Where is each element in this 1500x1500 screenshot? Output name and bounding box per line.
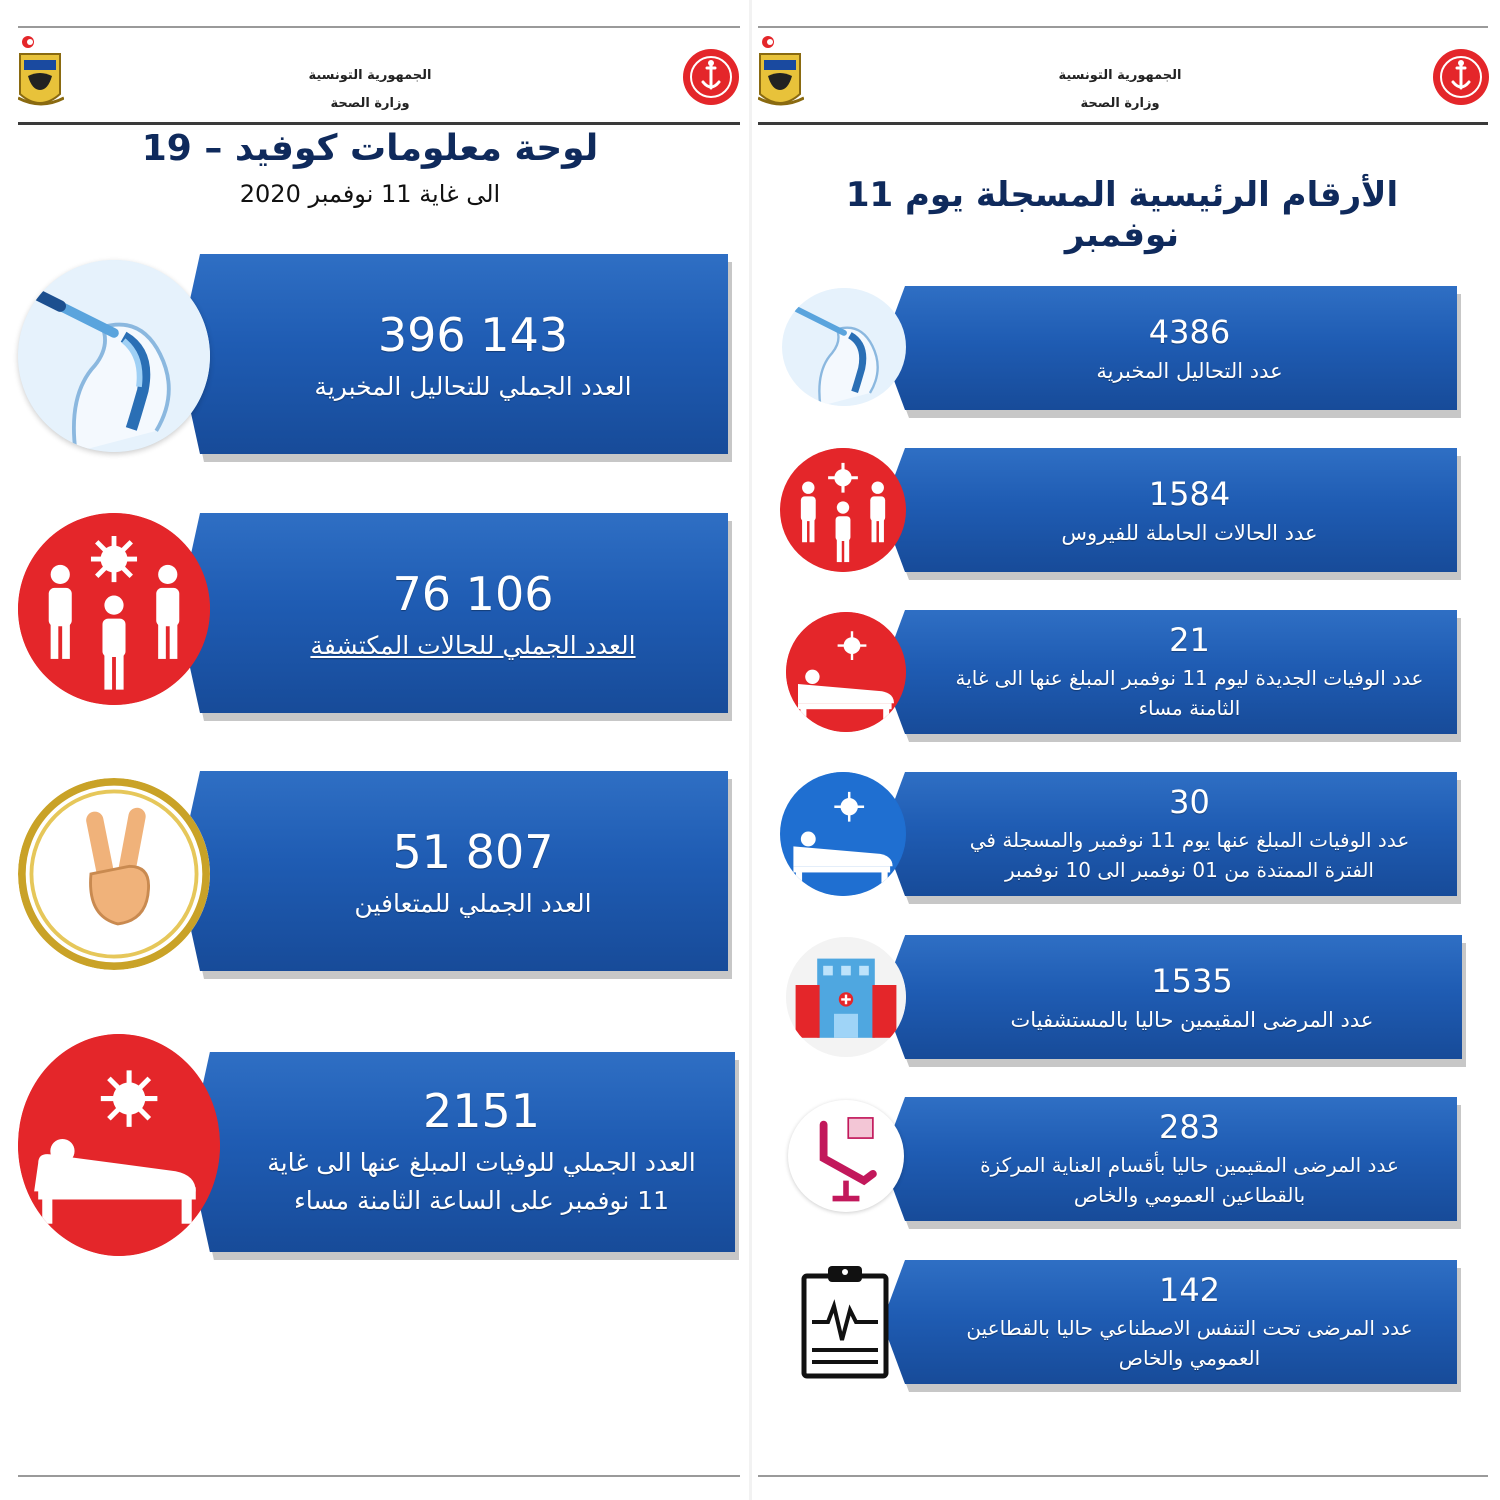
- card-icu-patients: [882, 1097, 1457, 1221]
- card-hospitalized: [882, 935, 1462, 1059]
- card-daily-tests: [882, 286, 1457, 410]
- header-text: [220, 62, 520, 118]
- patient-bed-blue-icon: [780, 772, 906, 896]
- card-label: العدد الجملي للوفيات المبلغ عنها الى غاية 11 نوفمبر على الساعة الثامنة مساء: [267, 1148, 696, 1215]
- card-label: عدد الوفيات الجديدة ليوم 11 نوفمبر المبلغ عنها الى غاية الثامنة مساء: [955, 666, 1424, 720]
- card-value: 1535: [1151, 962, 1233, 1000]
- card-label: عدد المرضى المقيمين حاليا بالمستشفيات: [1010, 1008, 1374, 1032]
- card-value: 396 143: [377, 307, 569, 362]
- card-label: عدد التحاليل المخبرية: [1096, 359, 1283, 383]
- card-daily-cases: [882, 448, 1457, 572]
- header-bottom-rule: [758, 122, 1488, 125]
- ministry-logo-icon: [1432, 48, 1490, 106]
- card-total-tests: [178, 254, 728, 454]
- card-value: 76 106: [392, 566, 554, 621]
- death-bed-icon: [18, 1034, 220, 1256]
- card-value: 4386: [1148, 313, 1231, 351]
- header-bottom-rule: [18, 122, 740, 125]
- victory-hand-icon: [18, 778, 210, 970]
- card-value: 30: [1169, 783, 1210, 821]
- hospital-icon: [786, 937, 906, 1057]
- infected-people-icon: [18, 513, 210, 705]
- ministry-name: وزارة الصحة: [330, 96, 410, 111]
- header-top-rule: [18, 26, 740, 28]
- card-value: 21: [1169, 621, 1210, 659]
- right-panel: [752, 0, 1500, 1500]
- card-label: العدد الجملي للتحاليل المخبرية: [314, 371, 632, 401]
- card-value: 142: [1158, 1271, 1221, 1309]
- header-top-rule: [758, 26, 1488, 28]
- card-label: عدد المرضى المقيمين حاليا بأقسام العناية المركزة بالقطاعين العمومي والخاص: [980, 1153, 1399, 1207]
- card-new-deaths: [882, 610, 1457, 734]
- card-value: 2151: [422, 1084, 541, 1138]
- card-label: عدد الوفيات المبلغ عنها يوم 11 نوفمبر والمسجلة في الفترة الممتدة من 01 نوفمبر الى 10 نوفمبر: [969, 828, 1410, 882]
- header-text: [970, 62, 1270, 118]
- card-value: 283: [1158, 1108, 1221, 1146]
- lab-test-icon: [18, 260, 210, 452]
- republic-name: الجمهورية التونسية: [308, 68, 432, 83]
- card-label: عدد المرضى تحت التنفس الاصطناعي حاليا بالقطاعين العمومي والخاص: [966, 1316, 1413, 1370]
- icu-chair-icon: [788, 1100, 904, 1212]
- card-label: عدد الحالات الحاملة للفيروس: [1061, 521, 1318, 545]
- lab-test-icon: [782, 288, 906, 406]
- death-bed-icon: [786, 612, 906, 732]
- daily-title: الأرقام الرئيسية المسجلة يوم 11 نوفمبر: [845, 175, 1399, 255]
- ministry-logo-icon: [682, 48, 740, 106]
- tunisia-emblem-icon: [18, 32, 64, 116]
- footer-rule: [18, 1475, 740, 1477]
- card-total-recovered: [178, 771, 728, 971]
- card-label: العدد الجملي للحالات المكتشفة: [310, 630, 636, 660]
- ministry-name: وزارة الصحة: [1080, 96, 1160, 111]
- republic-name: الجمهورية التونسية: [1058, 68, 1182, 83]
- card-total-cases: [178, 513, 728, 713]
- card-label: العدد الجملي للمتعافين: [354, 888, 592, 918]
- card-reported-deaths: [882, 772, 1457, 896]
- dashboard-title: لوحة معلومات كوفيد – 19: [141, 128, 599, 169]
- card-ventilated: [882, 1260, 1457, 1384]
- footer-rule: [758, 1475, 1488, 1477]
- card-value: 1584: [1148, 475, 1231, 513]
- tunisia-emblem-icon: [758, 32, 804, 116]
- dashboard-subtitle: الى غاية 11 نوفمبر 2020: [239, 180, 501, 208]
- clipboard-heartbeat-icon: [800, 1264, 890, 1380]
- card-value: 51 807: [392, 824, 554, 879]
- card-total-deaths: [188, 1052, 735, 1252]
- infected-people-icon: [780, 448, 906, 572]
